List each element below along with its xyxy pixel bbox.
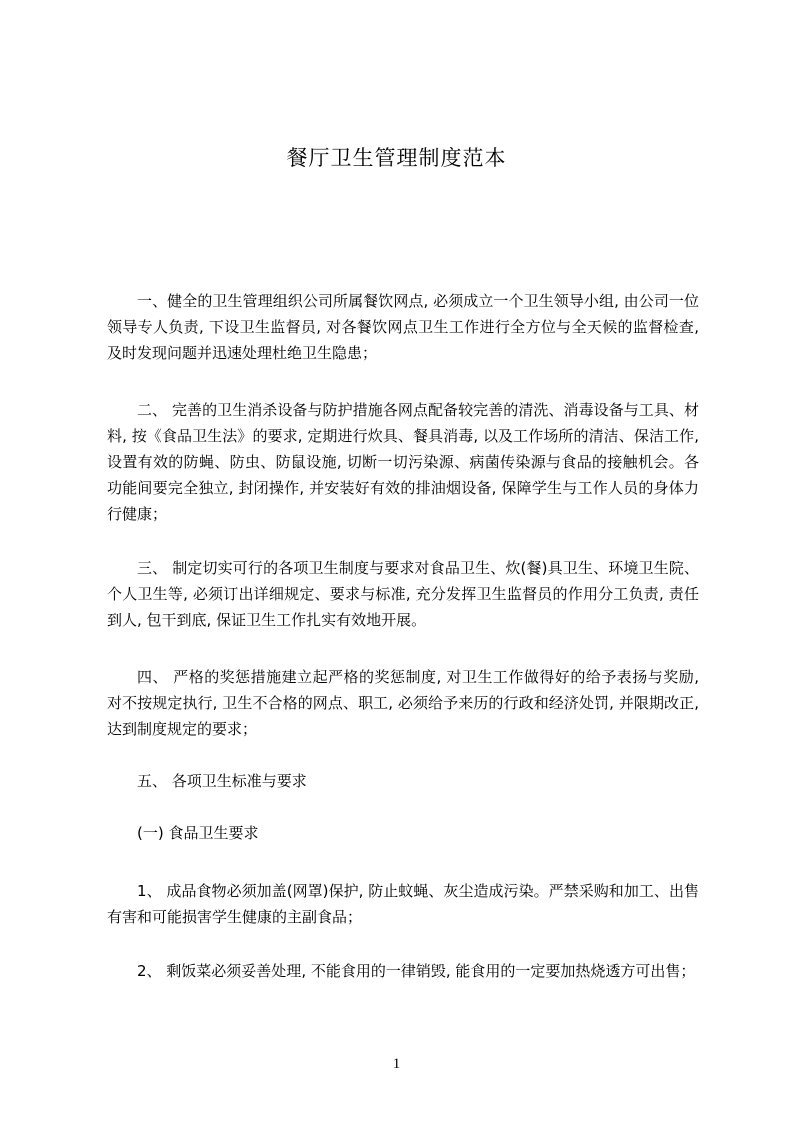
paragraph-rewards-penalties: 四、 严格的奖惩措施建立起严格的奖惩制度, 对卫生工作做得好的给予表扬与奖励, 对不按规定执行, 卫生不合格的网点、职工, 必须给予来历的行政和经济处罚, 并限期改正, 达到制度规定的要求；	[107, 668, 699, 738]
paragraph-sanitation-equipment: 二、 完善的卫生消杀设备与防护措施各网点配备较完善的清洗、消毒设备与工具、材料, 按《食品卫生法》的要求, 定期进行炊具、餐具消毒, 以及工作场所的清洁、保洁工作, 设置有效的防蝇、防虫、防鼠设施, 切断一切污染源、病菌传染源与食品的接触机会。各功能间要完全独立, 封闭操作, 并安装好有效的排油烟设备, 保障学生与工作人员的身体力行健康；	[107, 401, 699, 523]
page-title: 餐厅卫生管理制度范本	[286, 146, 507, 170]
subsection-heading-food-hygiene: (一) 食品卫生要求	[137, 824, 259, 842]
paragraph-sanitation-rules: 三、 制定切实可行的各项卫生制度与要求对食品卫生、炊(餐)具卫生、环境卫生院、个人卫生等, 必须订出详细规定、要求与标准, 充分发挥卫生监督员的作用分工负责, 责任到人, 包干到底, 保证卫生工作扎实有效地开展。	[107, 559, 699, 629]
paragraph-management-organization: 一、健全的卫生管理组织公司所属餐饮网点, 必须成立一个卫生领导小组, 由公司一位领导专人负责, 下设卫生监督员, 对各餐饮网点卫生工作进行全方位与全天候的监督检查, 及时发现问题并迅速处理杜绝卫生隐患；	[107, 292, 699, 362]
list-item-leftovers: 2、 剩饭菜必须妥善处理, 不能食用的一律销毁, 能食用的一定要加热烧透方可出售；	[137, 962, 696, 980]
list-item-food-cover: 1、 成品食物必须加盖(网罩)保护, 防止蚊蝇、灰尘造成污染。严禁采购和加工、出售有害和可能损害学生健康的主副食品；	[107, 882, 699, 926]
section-heading-standards: 五、 各项卫生标准与要求	[137, 772, 307, 790]
page-number: 1	[392, 1056, 401, 1072]
